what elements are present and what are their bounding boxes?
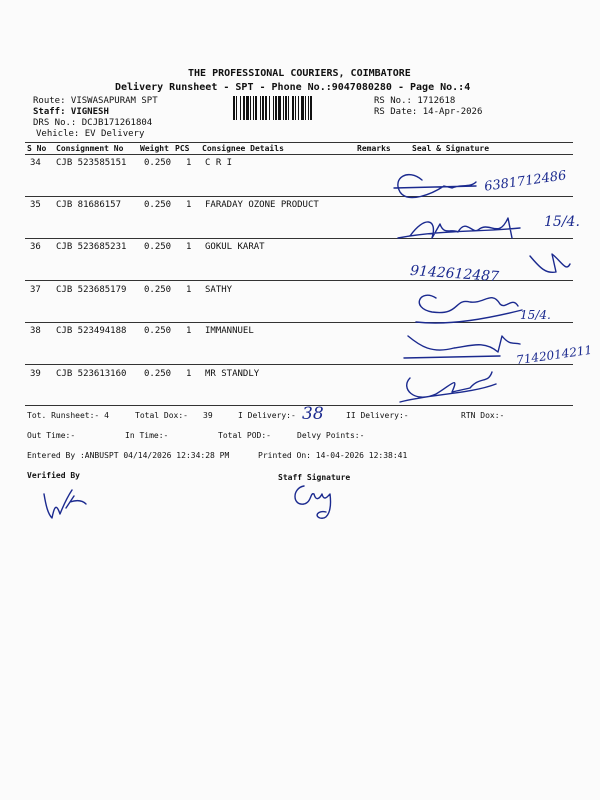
total-dox-label: Total Dox:- — [135, 411, 188, 420]
row-weight: 0.250 — [144, 200, 172, 210]
verified-signature — [40, 484, 90, 524]
col-seal-signature: Seal & Signature — [412, 144, 490, 153]
staff: Staff: VIGNESH — [33, 107, 109, 117]
header-rule-top — [25, 142, 573, 143]
signature-row34 — [394, 175, 476, 198]
row-sno: 36 — [30, 242, 41, 252]
i-delivery-label: I Delivery:- — [238, 411, 296, 420]
total-pod-label: Total POD:- — [218, 431, 271, 440]
col-sno: S No — [27, 144, 47, 153]
row-consignment: CJB 523494188 — [56, 326, 127, 336]
route: Route: VISWASAPURAM SPT — [33, 96, 158, 106]
rs-date: RS Date: 14-Apr-2026 — [374, 107, 483, 117]
row-weight: 0.250 — [144, 158, 172, 168]
rs-number: RS No.: 1712618 — [374, 96, 456, 106]
delvy-points-label: Delvy Points:- — [297, 431, 365, 440]
col-consignee: Consignee Details — [202, 144, 284, 153]
in-time-label: In Time:- — [125, 431, 169, 440]
total-dox-value: 39 — [203, 411, 213, 420]
verified-signature-stroke — [44, 490, 86, 518]
row-weight: 0.250 — [144, 369, 172, 379]
row-sno: 37 — [30, 285, 41, 295]
tot-runsheet: Tot. Runsheet:- 4 — [27, 411, 109, 420]
row-weight: 0.250 — [144, 242, 172, 252]
signature-row39 — [400, 372, 496, 402]
entered-by: Entered By :ANBUSPT 04/14/2026 12:34:28 PM — [27, 451, 230, 460]
handwritten-date-37: 15/4. — [520, 308, 551, 322]
row-sno: 34 — [30, 158, 41, 168]
signature-row36 — [530, 254, 570, 272]
staff-signature-stroke — [295, 486, 331, 518]
col-pcs: PCS — [175, 144, 190, 153]
row-consignee: GOKUL KARAT — [205, 242, 265, 252]
row-weight: 0.250 — [144, 326, 172, 336]
col-consignment: Consignment No — [56, 144, 124, 153]
signature-row38 — [404, 336, 520, 358]
ii-delivery-label: II Delivery:- — [346, 411, 409, 420]
row-consignment: CJB 523685231 — [56, 242, 127, 252]
signature-row35 — [398, 218, 520, 238]
runsheet-title: Delivery Runsheet - SPT - Phone No.:9047080280 - Page No.:4 — [115, 82, 471, 93]
row-weight: 0.250 — [144, 285, 172, 295]
row-sno: 39 — [30, 369, 41, 379]
header-rule-bottom — [25, 154, 573, 155]
staff-signature-label: Staff Signature — [278, 473, 351, 482]
staff-signature — [290, 480, 340, 525]
row-sno: 35 — [30, 200, 41, 210]
row-sno: 38 — [30, 326, 41, 336]
handwritten-signatures — [380, 158, 600, 413]
row-consignee: SATHY — [205, 285, 233, 295]
row-pcs: 1 — [186, 242, 192, 252]
row-consignee: FARADAY OZONE PRODUCT — [205, 200, 319, 210]
handwritten-phone-34: 6381712486 — [483, 168, 568, 195]
handwritten-phone-36: 9142612487 — [409, 262, 500, 286]
row-consignment: CJB 523613160 — [56, 369, 127, 379]
handwritten-date-35: 15/4. — [544, 214, 580, 230]
col-weight: Weight — [140, 144, 169, 153]
signature-row37 — [416, 295, 522, 323]
drs-number: DRS No.: DCJB171261804 — [33, 118, 153, 128]
company-name: THE PROFESSIONAL COURIERS, COIMBATORE — [188, 68, 411, 79]
row-consignment: CJB 523585151 — [56, 158, 127, 168]
row-pcs: 1 — [186, 326, 192, 336]
handwritten-i-delivery: 38 — [302, 404, 324, 424]
row-pcs: 1 — [186, 285, 192, 295]
barcode — [233, 96, 369, 120]
row-pcs: 1 — [186, 158, 192, 168]
out-time-label: Out Time:- — [27, 431, 76, 440]
col-remarks: Remarks — [357, 144, 391, 153]
row-pcs: 1 — [186, 369, 192, 379]
row-pcs: 1 — [186, 200, 192, 210]
rtn-dox-label: RTN Dox:- — [461, 411, 505, 420]
row-consignee: C R I — [205, 158, 233, 168]
printed-on: Printed On: 14-04-2026 12:38:41 — [258, 451, 408, 460]
row-consignment: CJB 81686157 — [56, 200, 122, 210]
vehicle: Vehicle: EV Delivery — [36, 129, 145, 139]
handwritten-phone-38: 7142014211 — [515, 342, 593, 368]
verified-by-label: Verified By — [27, 471, 80, 480]
row-consignee: MR STANDLY — [205, 369, 260, 379]
row-consignment: CJB 523685179 — [56, 285, 127, 295]
row-consignee: IMMANNUEL — [205, 326, 254, 336]
